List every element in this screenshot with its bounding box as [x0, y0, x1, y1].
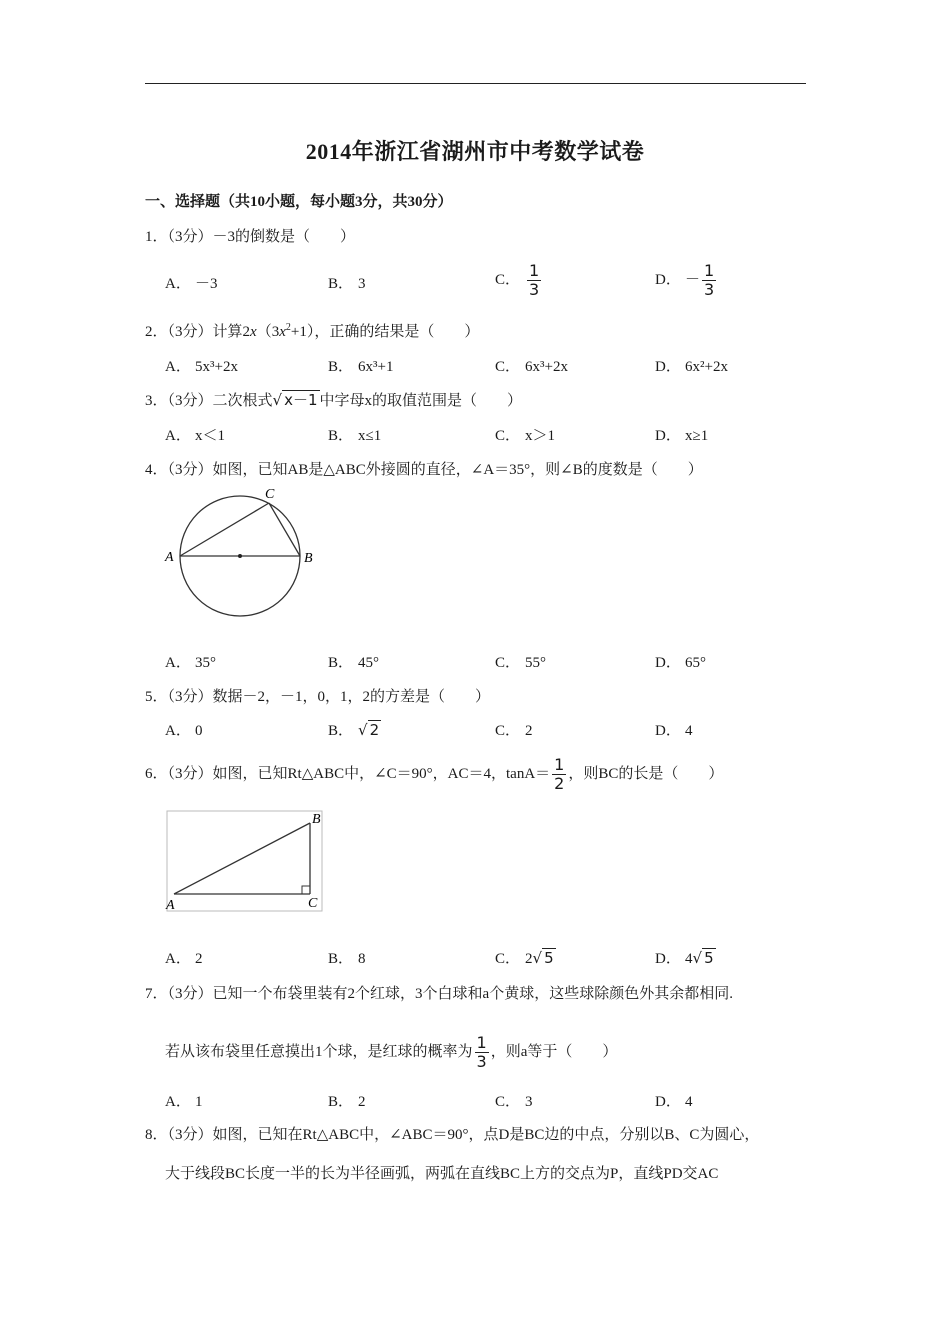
q3-option-d[interactable]: D． x≥1 [655, 428, 709, 444]
question-3: 3．（3分）二次根式√ x－1 中字母x的取值范围是（ ） [145, 391, 523, 409]
sqrt-symbol: √ 5 [692, 949, 714, 967]
q2-option-a[interactable]: A． 5x³+2x [165, 359, 238, 375]
sqrt-symbol: √ 2 [358, 721, 380, 739]
q5-option-a[interactable]: A． 0 [165, 723, 203, 739]
label-a: A [165, 550, 174, 565]
question-2: 2．（3分）计算$2x(3x^2+1)$，正确的结果是（ ） [145, 322, 480, 340]
q7-option-a[interactable]: A． 1 [165, 1094, 203, 1110]
fraction: $\frac{1}{3}$ [476, 1033, 487, 1071]
q6-option-a[interactable]: A． 2 [165, 951, 203, 967]
fraction: $\frac{1}{2}$ [554, 755, 565, 793]
q1-option-b[interactable]: B． 3 [328, 276, 366, 292]
question-6: 6．（3分）如图，已知Rt△ABC中，∠C＝90°，AC＝4，tanA＝ $\frac{1}{2}$ ，则BC的长是（ ） [145, 755, 724, 793]
sqrt-symbol: √ 5 [532, 949, 554, 967]
q6-option-d[interactable]: D． 4√ 5 [655, 949, 714, 967]
q2-option-d[interactable]: D． 6x²+2x [655, 359, 728, 375]
q7-option-d[interactable]: D． 4 [655, 1094, 693, 1110]
question-5: 5．（3分）数据－2，－1，0，1，2的方差是（ ） [145, 689, 491, 705]
label-c: C [308, 896, 318, 911]
q2-option-b[interactable]: B． 6x³+1 [328, 359, 394, 375]
q3-option-a[interactable]: A． x＜1 [165, 428, 226, 444]
section-heading: 一、选择题（共10小题，每小题3分，共30分） [145, 194, 453, 210]
q7-option-b[interactable]: B． 2 [328, 1094, 366, 1110]
q5-option-d[interactable]: D． 4 [655, 723, 693, 739]
q1-option-d[interactable]: D． － $\frac{1}{3}$ [655, 261, 715, 299]
question-7-line2: 若从该布袋里任意摸出1个球，是红球的概率为 $\frac{1}{3}$ ，则a等于（ ） [165, 1033, 618, 1071]
q1-option-c[interactable]: C． $\frac{1}{3}$ [495, 261, 540, 299]
q4-option-c[interactable]: C． 55° [495, 655, 546, 671]
center-point [238, 554, 242, 558]
figure-frame [167, 811, 322, 911]
q4-option-b[interactable]: B． 45° [328, 655, 379, 671]
sqrt-symbol: √ x－1 [272, 391, 318, 409]
question-1: 1．（3分）－3的倒数是（ ） [145, 229, 356, 245]
question-8: 8．（3分）如图，已知在Rt△ABC中，∠ABC＝90°，点D是BC边的中点，分别以B、C为圆心， [145, 1127, 760, 1143]
page-title: 2014年浙江省湖州市中考数学试卷 [305, 139, 645, 164]
label-b: B [304, 551, 313, 566]
fraction: $\frac{1}{3}$ [529, 261, 540, 299]
chord-ac [180, 503, 269, 556]
circle-diagram [160, 485, 330, 620]
q4-option-a[interactable]: A． 35° [165, 655, 216, 671]
label-c: C [265, 487, 275, 502]
chord-cb [269, 503, 300, 556]
right-angle-mark [302, 886, 310, 894]
q5-option-b[interactable]: B． √ 2 [328, 721, 380, 739]
question-4: 4．（3分）如图，已知AB是△ABC外接圆的直径，∠A＝35°，则∠B的度数是（ ） [145, 462, 703, 478]
label-a: A [166, 898, 175, 913]
q5-option-c[interactable]: C． 2 [495, 723, 533, 739]
side-ab [174, 823, 310, 894]
question-7: 7．（3分）已知一个布袋里装有2个红球，3个白球和a个黄球，这些球除颜色外其余都相同. [145, 986, 733, 1002]
q6-option-b[interactable]: B． 8 [328, 951, 366, 967]
q6-option-c[interactable]: C． 2√ 5 [495, 949, 554, 967]
q4-option-d[interactable]: D． 65° [655, 655, 706, 671]
q3-option-c[interactable]: C． x＞1 [495, 428, 556, 444]
question-8-line2: 大于线段BC长度一半的长为半径画弧，两弧在直线BC上方的交点为P，直线PD交AC [165, 1166, 719, 1182]
q1-option-a[interactable]: A． －3 [165, 276, 218, 292]
header-rule [145, 83, 806, 84]
label-b: B [312, 812, 321, 827]
q2-option-c[interactable]: C． 6x³+2x [495, 359, 568, 375]
triangle-diagram [162, 808, 332, 916]
q3-option-b[interactable]: B． x≤1 [328, 428, 382, 444]
fraction: $\frac{1}{3}$ [704, 261, 715, 299]
q7-option-c[interactable]: C． 3 [495, 1094, 533, 1110]
